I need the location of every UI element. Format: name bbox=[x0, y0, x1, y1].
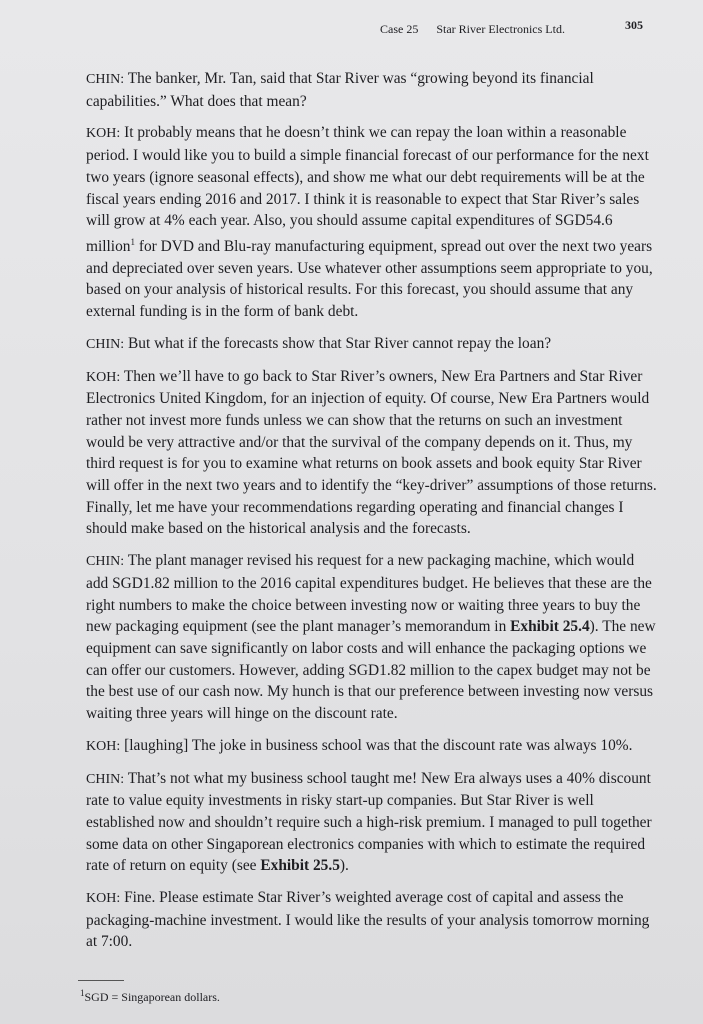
dialogue-paragraph bbox=[86, 735, 660, 758]
speaker-label: CHIN: bbox=[86, 554, 125, 570]
paragraph-text: Fine. Please estimate Star River’s weighted average cost of capital and assess the packaging-machine investment. I would like the results of your analysis tomorrow morning at 7:00. bbox=[86, 889, 650, 951]
speaker-label: KOH: bbox=[86, 891, 121, 907]
paragraph-text: It probably means that he doesn’t think we can repay the loan within a reasonable period. I would like you to build a simple financial forecast of our performance for the next two years (ignore seasonal effects), and show me what our debt requirements will be at the fiscal years ending 2016 and 2017. I think it is reasonable to expect that Star River’s sales will grow at 4% each year. Also, you should assume capital expenditures of SGD54.6 million bbox=[86, 124, 649, 256]
footnote-reference: 1 bbox=[130, 236, 135, 247]
paragraph-text: for DVD and Blu-ray manufacturing equipment, spread out over the next two years and depreciated over seven years. Use whatever other assumptions seem appropriate to you, based on your analysis of historical results. For this forecast, you should assume that any external funding is in the form of bank debt. bbox=[86, 238, 653, 321]
paragraph-text: The plant manager revised his request for a new packaging machine, which would add SGD1.82 million to the 2016 capital expenditures budget. He believes that these are the right numbers to make the choice between investing now or waiting three years to buy the new packaging equipment (see the plant manager’s memorandum in bbox=[86, 552, 652, 636]
speaker-label: CHIN: bbox=[86, 771, 125, 787]
paragraph-text: The banker, Mr. Tan, said that Star River was “growing beyond its financial capabilities.” What does that mean? bbox=[86, 70, 594, 110]
dialogue-body bbox=[86, 68, 660, 963]
paragraph-text: ). bbox=[339, 857, 349, 875]
dialogue-paragraph bbox=[86, 887, 660, 953]
dialogue-paragraph bbox=[86, 768, 660, 878]
dialogue-paragraph bbox=[86, 68, 660, 112]
dialogue-paragraph bbox=[86, 122, 660, 322]
case-title: Star River Electronics Ltd. bbox=[436, 22, 565, 36]
footnote bbox=[80, 988, 220, 1005]
page-number: 305 bbox=[625, 18, 643, 32]
paragraph-text: [laughing] The joke in business school was that the discount rate was always 10%. bbox=[124, 736, 633, 754]
exhibit-reference: Exhibit 25.4 bbox=[510, 618, 590, 636]
footnote-marker: 1 bbox=[80, 988, 85, 998]
case-number: Case 25 bbox=[380, 22, 419, 36]
dialogue-paragraph bbox=[86, 366, 660, 541]
dialogue-paragraph bbox=[86, 333, 660, 356]
speaker-label: KOH: bbox=[86, 738, 121, 754]
speaker-label: KOH: bbox=[86, 126, 121, 142]
running-header bbox=[380, 18, 643, 37]
exhibit-reference: Exhibit 25.5 bbox=[260, 857, 340, 875]
footnote-text: SGD = Singaporean dollars. bbox=[84, 990, 220, 1004]
dialogue-paragraph bbox=[86, 550, 660, 725]
paragraph-text: But what if the forecasts show that Star River cannot repay the loan? bbox=[127, 334, 552, 352]
paragraph-text: ). The new equipment can save significantly on labor costs and will enhance the packaging options we can offer our customers. However, adding SGD1.82 million to the capex budget may not be the best use of our cash now. My hunch is that our preference between investing now versus waiting three years will hinge on the discount rate. bbox=[86, 618, 656, 723]
speaker-label: KOH: bbox=[86, 369, 121, 385]
footnote-rule bbox=[78, 980, 124, 981]
paragraph-text: That’s not what my business school taught me! New Era always uses a 40% discount rate to value equity investments in risky start-up companies. But Star River is well established now and shouldn’t require such a high-risk premium. I managed to pull together some data on other Singaporean electronics companies with which to estimate the required rate of return on equity (see bbox=[86, 769, 652, 875]
speaker-label: CHIN: bbox=[86, 72, 125, 87]
speaker-label: CHIN: bbox=[86, 336, 125, 352]
paragraph-text: Then we’ll have to go back to Star River’s owners, New Era Partners and Star River Electronics United Kingdom, for an injection of equity. Of course, New Era Partners would rather not invest more funds unless we can show that the returns on such an investment would be very attractive and/or that the survival of the company depends on it. Thus, my third request is for you to examine what returns on book assets and book equity Star River will offer in the next two years and to identify the “key-driver” assumptions of those returns. Finally, let me have your recommendations regarding operating and financial changes I should make based on the historical analysis and the forecasts. bbox=[86, 367, 657, 538]
